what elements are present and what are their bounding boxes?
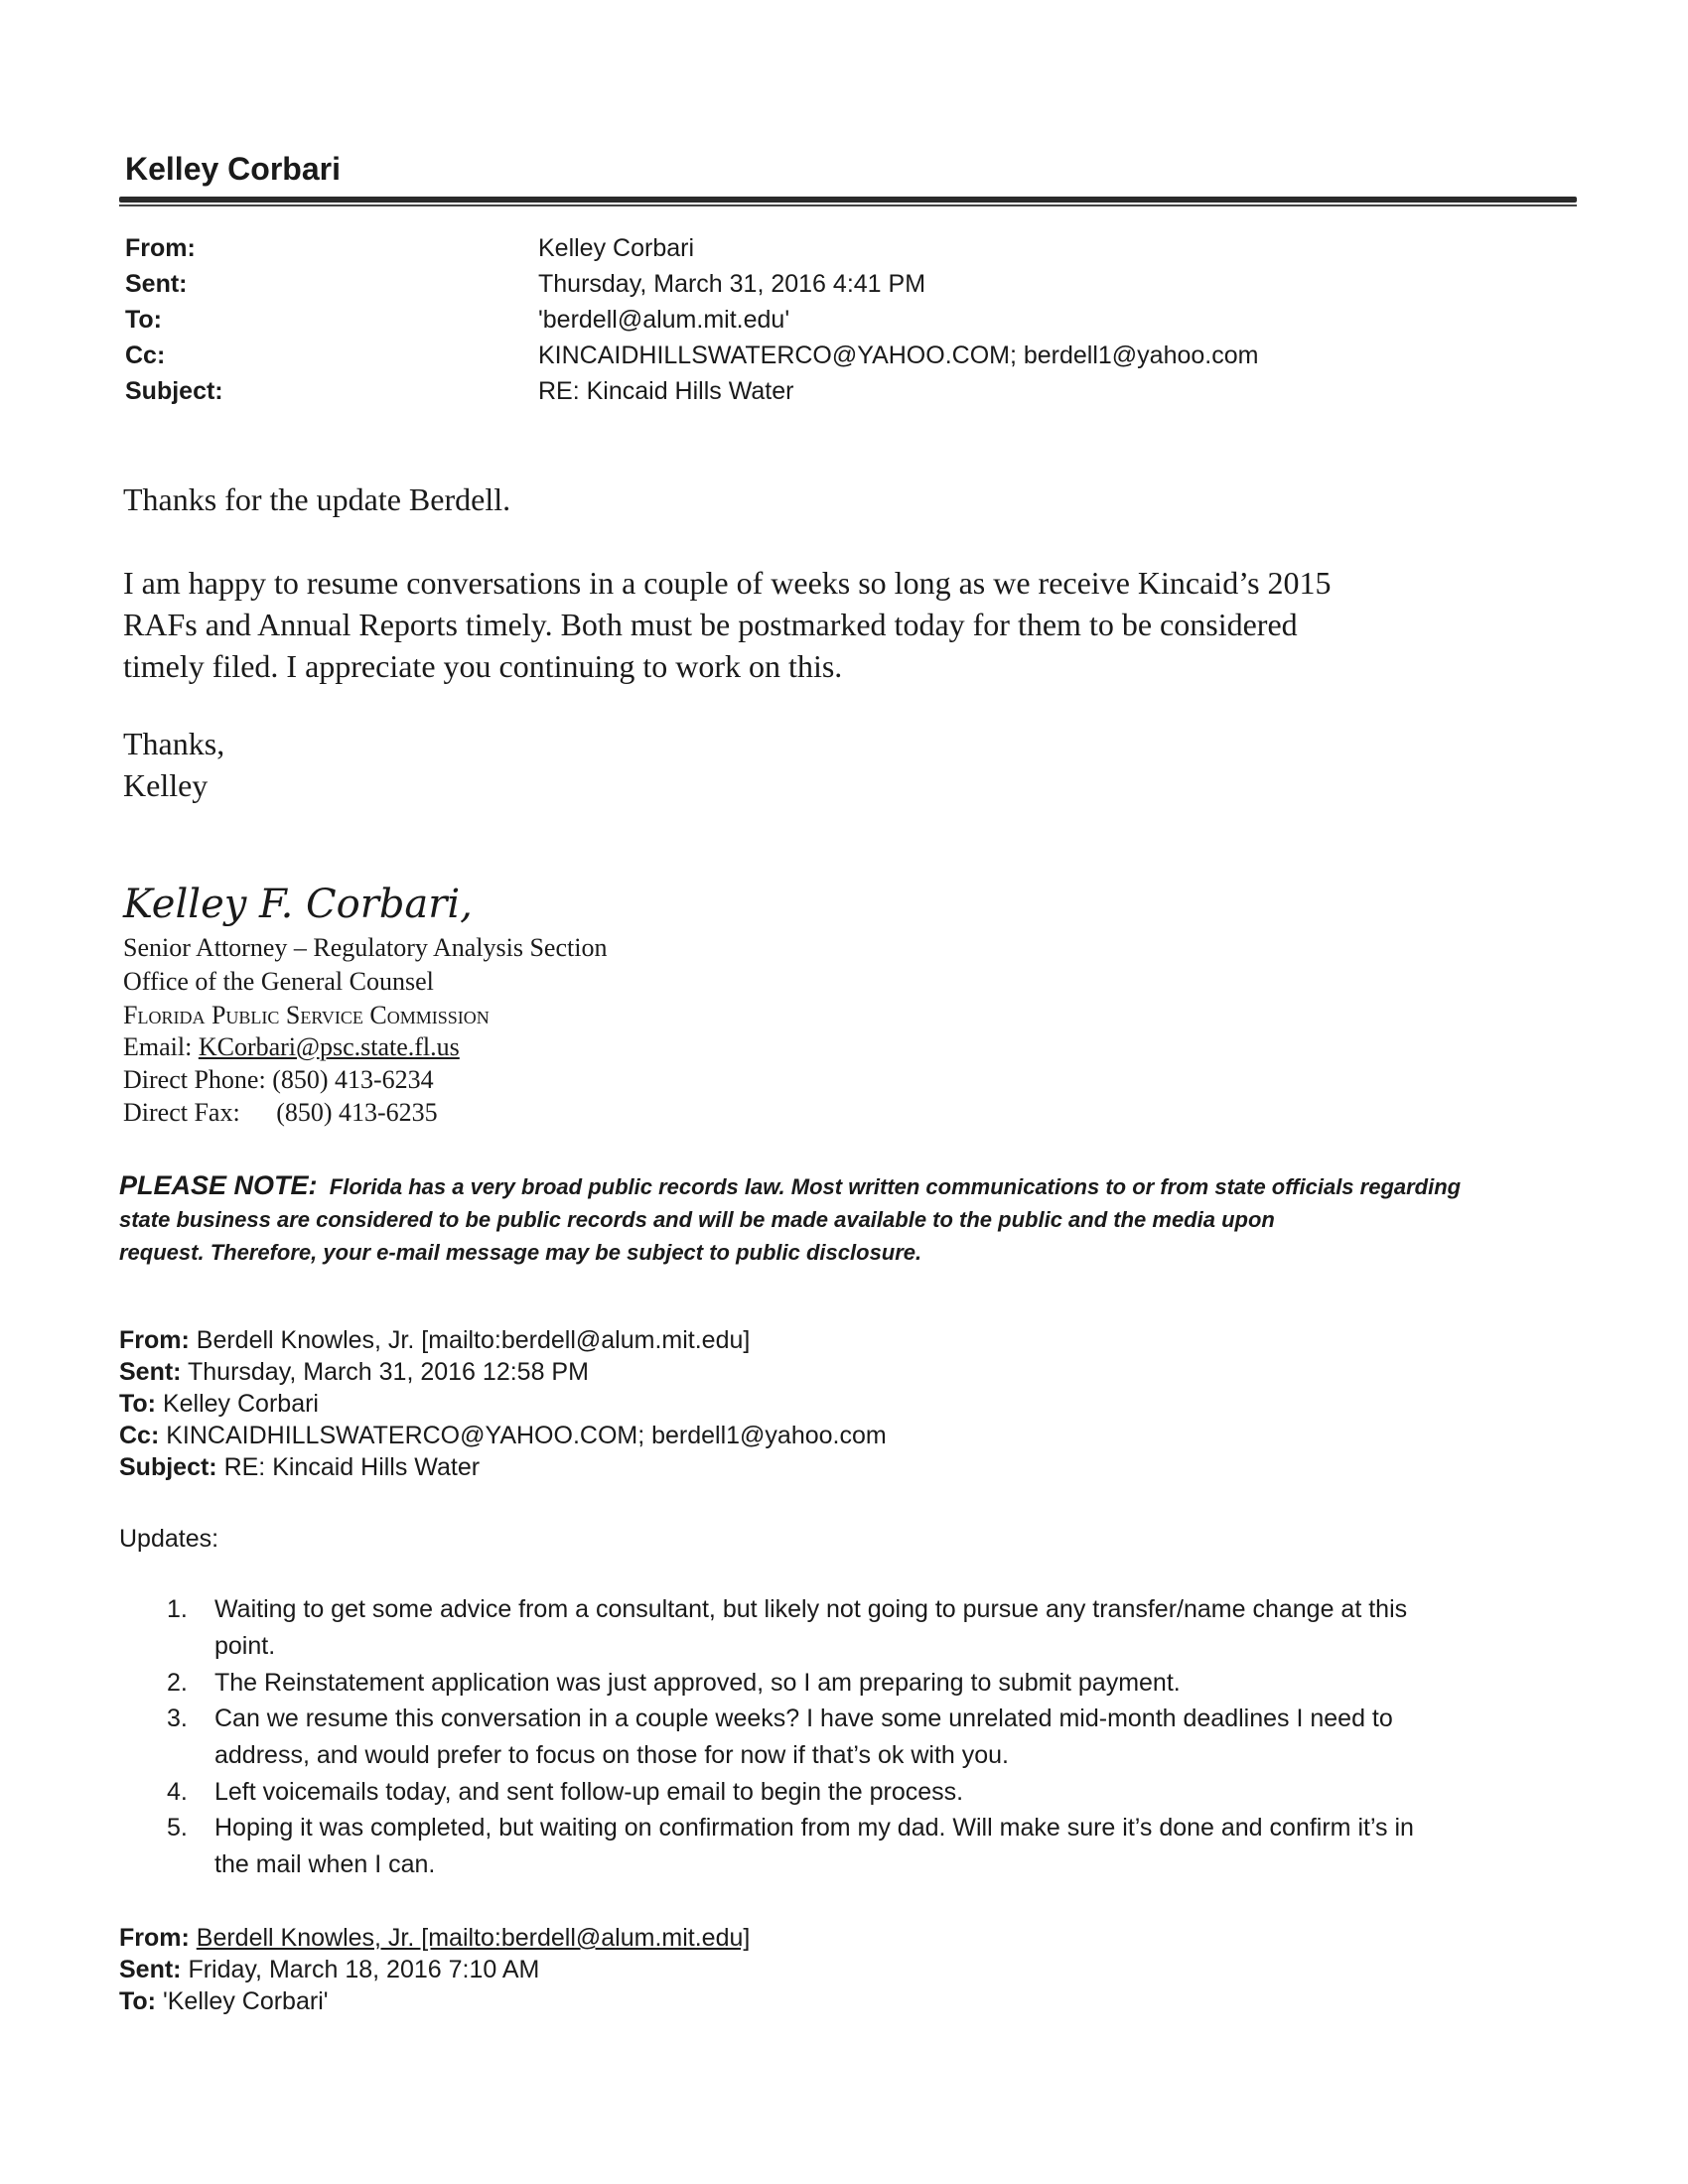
forward1-sent-value: Thursday, March 31, 2016 12:58 PM <box>188 1358 589 1386</box>
forward1-to-label: To: <box>119 1390 157 1418</box>
list-item-number: 1. <box>167 1595 188 1623</box>
header-from-label: From: <box>125 234 196 262</box>
list-item-number: 4. <box>167 1778 188 1806</box>
list-item-number: 2. <box>167 1669 188 1697</box>
notice-label: PLEASE NOTE: <box>119 1170 318 1200</box>
forward2-to-label: To: <box>119 1987 157 2015</box>
body-greeting: Thanks for the update Berdell. <box>123 481 511 517</box>
forward2-sent-value: Friday, March 18, 2016 7:10 AM <box>188 1956 540 1983</box>
signature-office: Office of the General Counsel <box>123 967 434 996</box>
forward2-from-label: From: <box>119 1924 190 1952</box>
header-cc-value: KINCAIDHILLSWATERCO@YAHOO.COM; berdell1@yahoo.com <box>538 341 1259 369</box>
signature-name: Kelley F. Corbari, <box>123 882 473 927</box>
body-closing-name: Kelley <box>123 767 209 803</box>
forward1-to-row <box>119 1390 319 1419</box>
forward2-to-row <box>119 1987 329 2016</box>
body-paragraph-line-1: I am happy to resume conversations in a couple of weeks so long as we receive Kincaid’s 2015 <box>123 565 1332 601</box>
signature-title: Senior Attorney – Regulatory Analysis Section <box>123 933 608 962</box>
body-paragraph-line-3: timely filed. I appreciate you continuing to work on this. <box>123 648 843 684</box>
forward2-from-value: Berdell Knowles, Jr. [mailto:berdell@alum.mit.edu] <box>196 1924 751 1952</box>
list-item-line-2: the mail when I can. <box>214 1850 436 1878</box>
list-item-line-2: point. <box>214 1632 276 1660</box>
forward1-cc-value: KINCAIDHILLSWATERCO@YAHOO.COM; berdell1@yahoo.com <box>166 1422 887 1449</box>
header-sent-label: Sent: <box>125 270 188 298</box>
title-rule-thin <box>119 205 1577 206</box>
list-item-line-2: address, and would prefer to focus on those for now if that’s ok with you. <box>214 1741 1009 1769</box>
list-item-line-1: Hoping it was completed, but waiting on confirmation from my dad. Will make sure it’s done and confirm it’s in <box>214 1814 1414 1842</box>
forward1-subject-label: Subject: <box>119 1453 217 1481</box>
list-item-number: 3. <box>167 1705 188 1732</box>
forward2-from-row <box>119 1924 750 1953</box>
signature-organization: Florida Public Service Commission <box>123 1001 490 1029</box>
signature-email-label: Email: <box>123 1032 193 1061</box>
forward1-from-row <box>119 1326 750 1355</box>
body-paragraph-line-2: RAFs and Annual Reports timely. Both must be postmarked today for them to be considered <box>123 607 1298 642</box>
document-title: Kelley Corbari <box>125 151 341 187</box>
header-subject-label: Subject: <box>125 377 223 405</box>
forward2-sent-row <box>119 1956 539 1984</box>
forward1-from-label: From: <box>119 1326 190 1354</box>
signature-email-link[interactable]: KCorbari@psc.state.fl.us <box>198 1032 460 1061</box>
notice-line-3: request. Therefore, your e-mail message may be subject to public disclosure. <box>119 1240 922 1265</box>
header-to-value: 'berdell@alum.mit.edu' <box>538 306 790 334</box>
body-closing: Thanks, <box>123 726 225 761</box>
notice-line-1: Florida has a very broad public records law. Most written communications to or from state officials regarding <box>329 1174 1462 1199</box>
forward1-cc-label: Cc: <box>119 1422 160 1449</box>
forward1-subject-row <box>119 1453 480 1482</box>
signature-email-row <box>123 1032 460 1062</box>
list-item-line-1: Left voicemails today, and sent follow-up email to begin the process. <box>214 1778 964 1806</box>
title-rule <box>119 197 1577 203</box>
signature-phone-row <box>123 1065 434 1095</box>
header-sent-value: Thursday, March 31, 2016 4:41 PM <box>538 270 926 298</box>
signature-fax: (850) 413-6235 <box>276 1098 438 1127</box>
forward1-sent-label: Sent: <box>119 1358 182 1386</box>
signature-phone-label: Direct Phone: <box>123 1065 266 1094</box>
header-subject-value: RE: Kincaid Hills Water <box>538 377 794 405</box>
header-cc-label: Cc: <box>125 341 166 369</box>
header-from-value: Kelley Corbari <box>538 234 695 262</box>
forward2-sent-label: Sent: <box>119 1956 182 1983</box>
forward1-subject-value: RE: Kincaid Hills Water <box>223 1453 481 1481</box>
forward1-sent-row <box>119 1358 589 1387</box>
forward1-to-value: Kelley Corbari <box>162 1390 319 1418</box>
header-to-label: To: <box>125 306 163 334</box>
signature-fax-row <box>123 1098 438 1128</box>
notice-line-2: state business are considered to be public records and will be made available to the public and the media upon <box>119 1207 1275 1232</box>
public-records-notice <box>119 1169 1559 1269</box>
forward2-to-value: 'Kelley Corbari' <box>162 1987 329 2015</box>
list-item-number: 5. <box>167 1814 188 1842</box>
forward1-from-value: Berdell Knowles, Jr. [mailto:berdell@alum.mit.edu] <box>196 1326 751 1354</box>
updates-label: Updates: <box>119 1525 219 1553</box>
list-item-line-1: Can we resume this conversation in a couple weeks? I have some unrelated mid-month deadlines I need to <box>214 1705 1393 1732</box>
list-item-line-1: The Reinstatement application was just approved, so I am preparing to submit payment. <box>214 1669 1181 1697</box>
list-item-line-1: Waiting to get some advice from a consultant, but likely not going to pursue any transfer/name change at this <box>214 1595 1408 1623</box>
forward1-cc-row <box>119 1422 887 1450</box>
signature-phone: (850) 413-6234 <box>272 1065 434 1094</box>
signature-fax-label: Direct Fax: <box>123 1098 240 1127</box>
